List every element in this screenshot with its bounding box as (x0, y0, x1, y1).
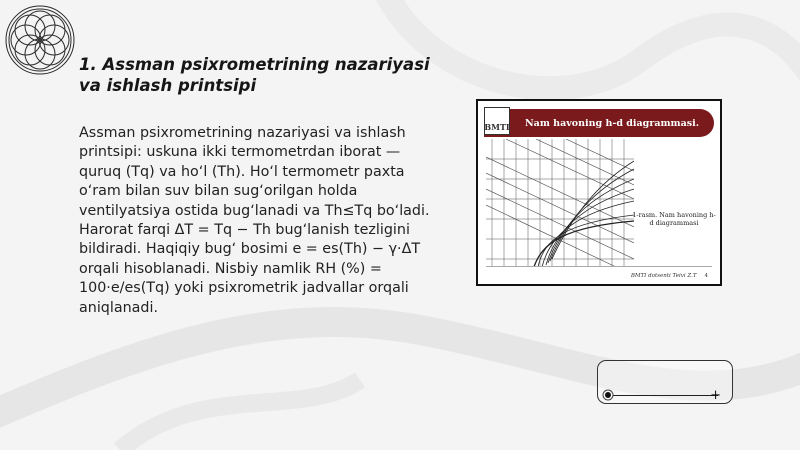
figure-footer-rule (486, 266, 712, 267)
slider-track[interactable] (608, 395, 718, 396)
plus-icon[interactable]: + (710, 388, 721, 403)
hd-diagram-image (476, 99, 722, 286)
geometric-flower-logo-icon (2, 2, 78, 78)
slide-body-text: Assman psixrometrining nazariyasi va ishlash printsipi: uskuna ikki termometrdan iborat — quruq (Tq) va ho‘l (Th). Ho‘l termometr paxta o‘ram bilan suv bilan sug‘orilgan holda ventilyatsiya ostida bug‘lanadi va Th≤Tq bo‘ladi. Harorat farqi ΔT = Tq − Th bug‘lanish tezligini bildiradi. Haqiqiy bug‘ bosimi e = es(Th) − γ·ΔT orqali hisoblanadi. Nisbiy namlik RH (%) = 100·e/es(Tq) yoki psixrometrik jadvallar orqali aniqlanadi. (79, 125, 430, 316)
slider-handle[interactable] (605, 392, 611, 398)
figure-banner-title: Nam havoning h-d diagrammasi. (524, 117, 700, 129)
figure-logo: BMTI (484, 107, 510, 135)
figure-footer-author: BMTI dotsenti Teivi Z.T (630, 273, 697, 279)
slide-title: 1. Assman psixrometrining nazariyasi va ishlash printsipi (79, 55, 430, 95)
figure-caption: 1-rasm. Nam havoning h-d diagrammasi (632, 211, 716, 227)
figure-page-number: 4 (704, 273, 708, 279)
navigation-slider[interactable] (597, 360, 733, 404)
figure-footer (631, 273, 708, 279)
hd-diagram-chart (486, 139, 634, 267)
